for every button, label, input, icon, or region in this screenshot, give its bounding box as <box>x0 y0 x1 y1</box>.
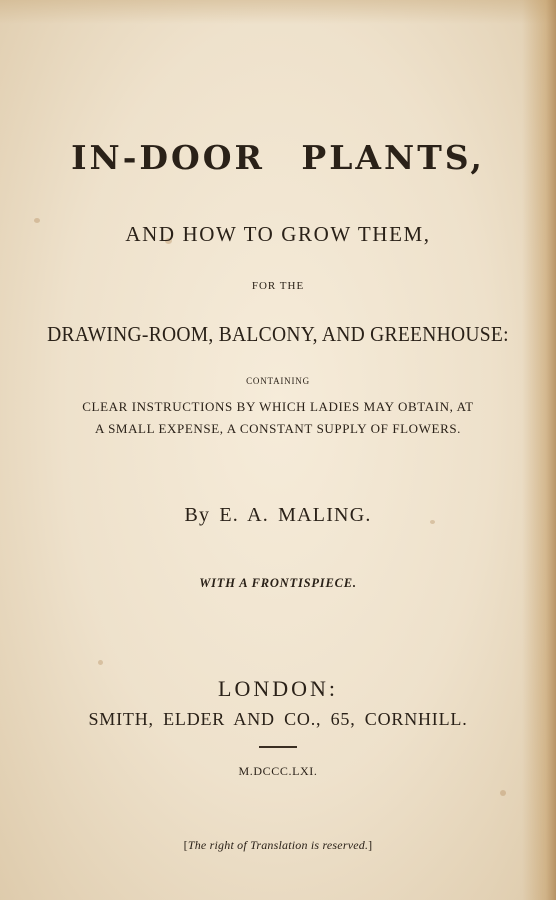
foxing-spot <box>98 660 103 665</box>
description-line-2: A SMALL EXPENSE, A CONSTANT SUPPLY OF FLOWERS. <box>94 421 462 436</box>
rights-notice <box>0 838 556 853</box>
for-the-label: FOR THE <box>251 280 305 292</box>
rights-close-bracket: ] <box>368 838 373 852</box>
imprint-year: M.DCCC.LXI. <box>238 764 318 778</box>
rights-text: The right of Translation is reserved. <box>187 838 369 852</box>
containing-label: CONTAINING <box>246 376 310 386</box>
description-line-1: CLEAR INSTRUCTIONS BY WHICH LADIES MAY OBTAIN, AT <box>82 399 474 414</box>
imprint-publisher: SMITH, ELDER AND CO., 65, CORNHILL. <box>88 709 468 729</box>
rights-open-bracket: [ <box>183 838 188 852</box>
foxing-spot <box>500 790 506 796</box>
book-title: IN-DOOR PLANTS, <box>71 138 485 177</box>
book-subtitle: AND HOW TO GROW THEM, <box>125 222 431 246</box>
author-line: By E. A. MALING. <box>184 504 372 526</box>
frontispiece-note: WITH A FRONTISPIECE. <box>199 576 357 590</box>
imprint-city: LONDON: <box>218 676 338 701</box>
paper-top-stain <box>0 0 556 24</box>
places-heading: DRAWING-ROOM, BALCONY, AND GREENHOUSE: <box>47 322 509 346</box>
imprint-rule <box>259 746 297 748</box>
